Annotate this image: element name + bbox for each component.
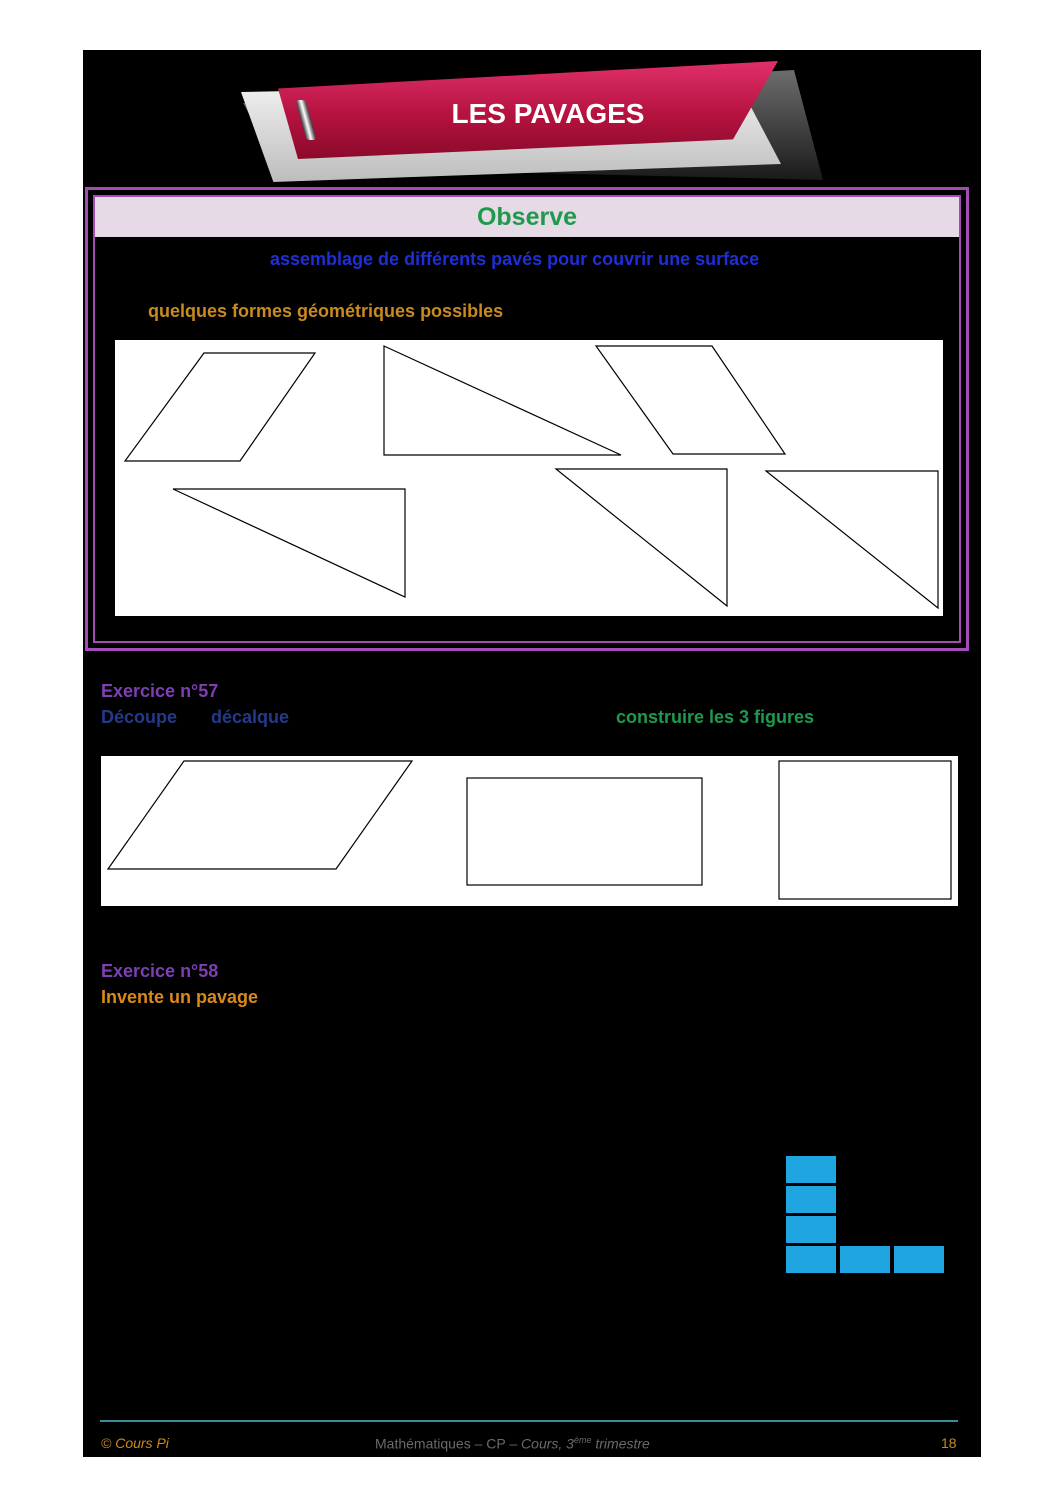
exercise-57-goal: construire les 3 figures [616, 707, 815, 727]
parallelogram-shape [596, 346, 785, 454]
exercise-57-word-cut: Découpe [101, 707, 178, 727]
observe-frame [93, 195, 961, 643]
page-title: LES PAVAGES [451, 98, 645, 129]
footer-copyright: © Cours Pi [101, 1435, 169, 1451]
shapes-drawing [115, 340, 943, 616]
exercise-58-instruction: Invente un pavage [101, 987, 259, 1007]
page-number: 18 [941, 1435, 957, 1451]
rectangle-figure [467, 778, 702, 885]
parallelogram-shape [125, 353, 315, 461]
square-figure [779, 761, 951, 899]
blue-tile [894, 1246, 944, 1273]
figures-drawing [101, 756, 958, 906]
definition-text: assemblage de différents pavés pour couvrir une surface [270, 249, 760, 269]
blue-tile [786, 1216, 836, 1243]
parallelogram-figure [108, 761, 412, 869]
footer-subject: Mathématiques – CP – [375, 1435, 522, 1452]
triangle-shape [173, 489, 405, 597]
right-triangle-shape [384, 346, 621, 455]
footer-divider [100, 1420, 958, 1422]
blue-tile [786, 1156, 836, 1183]
shapes-panel [115, 340, 943, 616]
footer-superscript: ème [573, 1435, 592, 1445]
right-triangle-shape [766, 471, 938, 608]
figures-panel [101, 756, 958, 906]
exercise-57-title: Exercice n°57 [101, 681, 219, 701]
page [83, 50, 981, 1457]
shapes-label: quelques formes géométriques possibles [148, 301, 504, 321]
observe-box [85, 187, 969, 651]
exercise-58-title: Exercice n°58 [101, 961, 219, 981]
blue-tile [786, 1186, 836, 1213]
footer-term: trimestre [591, 1435, 650, 1452]
right-triangle-shape [556, 469, 727, 606]
footer-course: Cours, 3 [521, 1435, 574, 1452]
footer-course-info [375, 1435, 650, 1452]
blue-tile [840, 1246, 890, 1273]
observe-heading: Observe [95, 197, 959, 237]
exercise-57-word-trace: décalque [211, 707, 290, 727]
blue-tile [786, 1246, 836, 1273]
